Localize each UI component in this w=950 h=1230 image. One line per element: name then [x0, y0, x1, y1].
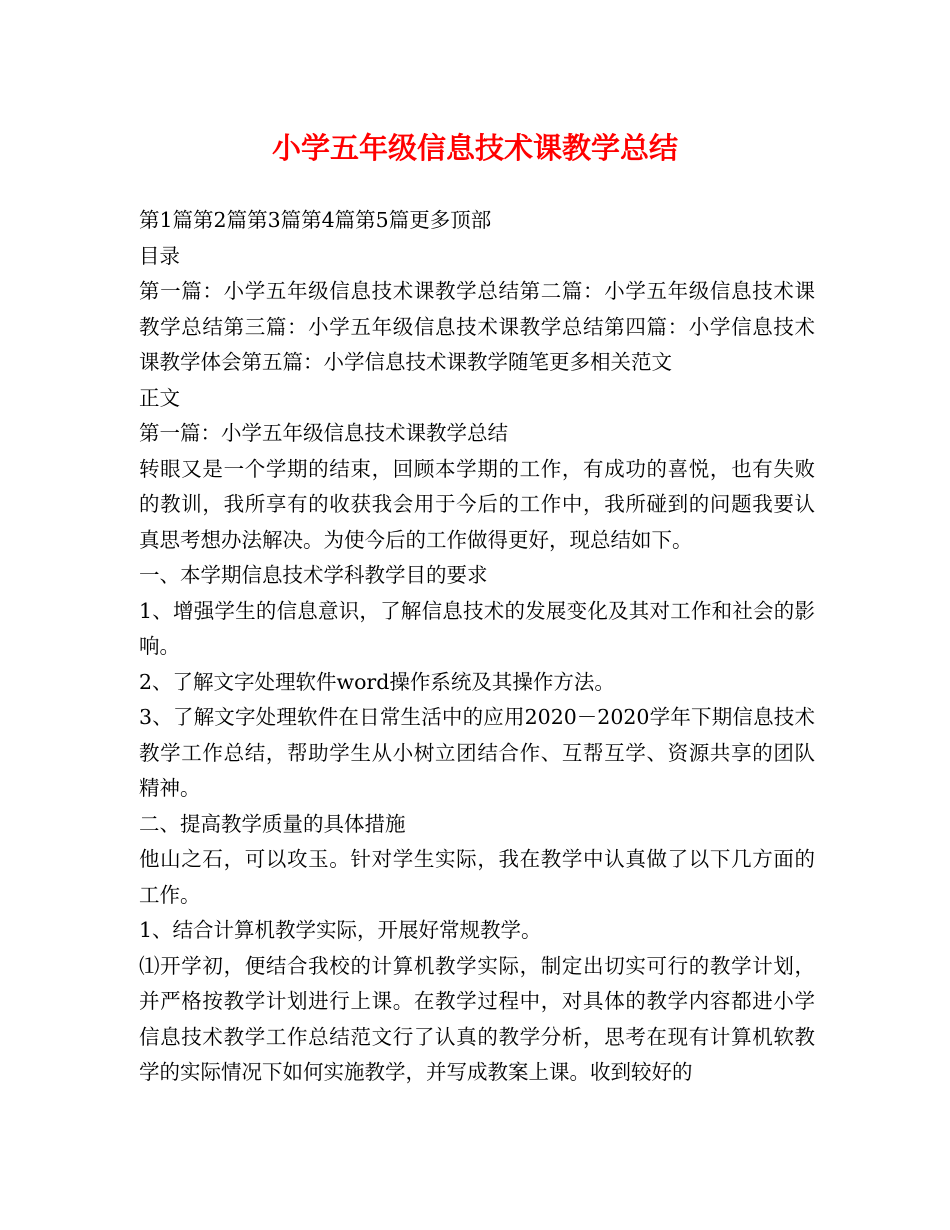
article-heading: 第一篇：小学五年级信息技术课教学总结 [139, 421, 508, 445]
list-item: 1、结合计算机教学实际，开展好常规教学。 [139, 918, 542, 942]
list-item: 3、了解文字处理软件在日常生活中的应用2020－2020学年下期信息技术教学工作总结，帮助学生从小树立团结合作、互帮互学、资源共享的团队精神。 [139, 705, 815, 800]
list-item: 1、增强学生的信息意识，了解信息技术的发展变化及其对工作和社会的影响。 [139, 598, 815, 658]
toc-heading: 目录 [139, 243, 180, 268]
paragraph-intro: 转眼又是一个学期的结束，回顾本学期的工作，有成功的喜悦，也有失败的教训，我所享有的收获我会用于今后的工作中，我所碰到的问题我要认真思考想办法解决。为使今后的工作做得更好，现总结如下。 [139, 456, 815, 552]
body-heading: 正文 [139, 385, 180, 410]
section-heading-1: 一、本学期信息技术学科教学目的要求 [139, 563, 488, 587]
nav-line: 第1篇第2篇第3篇第4篇第5篇更多顶部 [139, 208, 492, 232]
paragraph: ⑴开学初，便结合我校的计算机教学实际，制定出切实可行的教学计划，并严格按教学计划进行上课。在教学过程中，对具体的教学内容都进小学信息技术教学工作总结范文行了认真的教学分析，思考在现有计算机软教学的实际情况下如何实施教学，并写成教案上课。收到较好的 [139, 953, 815, 1084]
section-heading-2: 二、提高教学质量的具体措施 [139, 811, 406, 836]
document-body [139, 203, 815, 1091]
toc-list: 第一篇：小学五年级信息技术课教学总结第二篇：小学五年级信息技术课教学总结第三篇：小学五年级信息技术课教学总结第四篇：小学信息技术课教学体会第五篇：小学信息技术课教学随笔更多相关范文 [139, 279, 815, 374]
paragraph: 他山之石，可以攻玉。针对学生实际，我在教学中认真做了以下几方面的工作。 [139, 847, 815, 907]
list-item: 2、了解文字处理软件word操作系统及其操作方法。 [139, 669, 615, 694]
document-title: 小学五年级信息技术课教学总结 [271, 131, 678, 165]
